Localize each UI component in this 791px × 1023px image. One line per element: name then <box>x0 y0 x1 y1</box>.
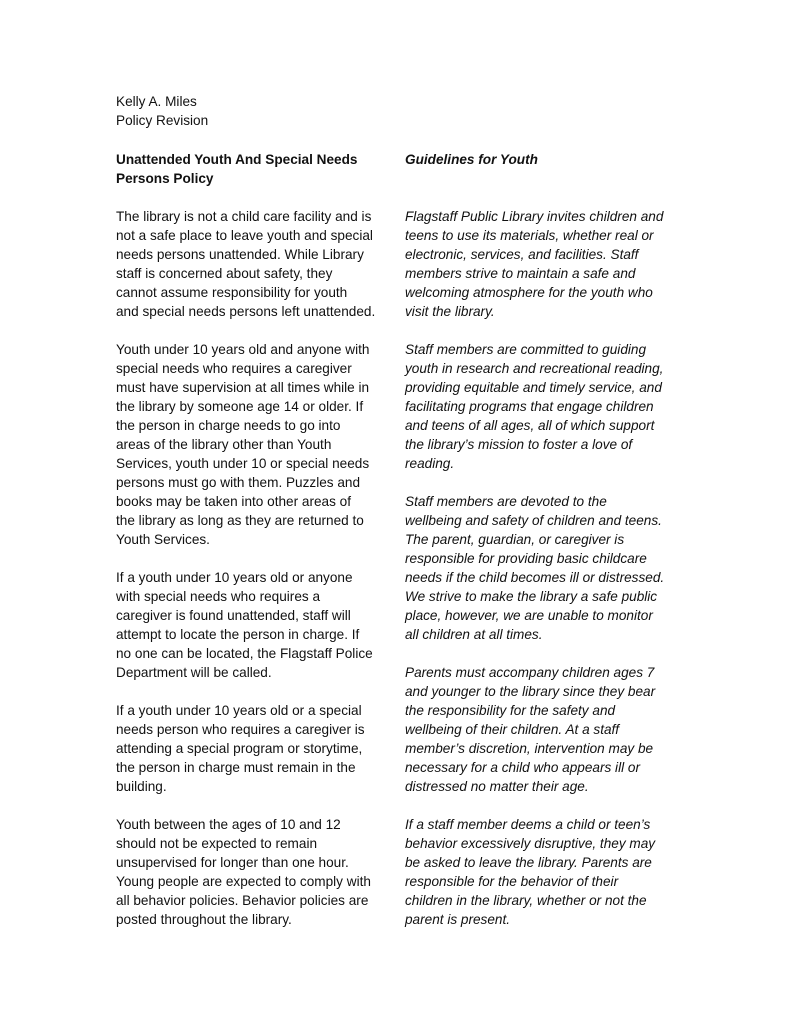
policy-column <box>116 150 395 948</box>
policy-paragraph-3: If a youth under 10 years old or anyone with special needs who requires a caregiver is found unattended, staff will attempt to locate the person in charge. If no one can be located, the Flagstaff Police Department will be called. <box>116 570 373 680</box>
policy-heading: Unattended Youth And Special Needs Persons Policy <box>116 152 358 186</box>
guidelines-paragraph-1: Flagstaff Public Library invites children and teens to use its materials, whether real or electronic, services, and facilities. Staff members strive to maintain a safe and welcoming atmosphere for the youth who visit the library. <box>405 209 664 319</box>
guidelines-column <box>405 150 685 948</box>
policy-paragraph-5: Youth between the ages of 10 and 12 should not be expected to remain unsupervised for longer than one hour. Young people are expected to comply with all behavior policies. Behavior policies are posted throughout the library. <box>116 817 371 927</box>
policy-paragraph-4: If a youth under 10 years old or a special needs person who requires a caregiver is attending a special program or storytime, the person in charge must remain in the building. <box>116 703 365 794</box>
policy-paragraph-2: Youth under 10 years old and anyone with special needs who requires a caregiver must have supervision at all times while in the library by someone age 14 or older. If the person in charge needs to go into areas of the library other than Youth Services, youth under 10 or special needs persons must go with them. Puzzles and books may be taken into other areas of the library as long as they are returned to Youth Services. <box>116 342 370 547</box>
guidelines-paragraph-4: Parents must accompany children ages 7 and younger to the library since they bear the responsibility for the safety and wellbeing of their children. At a staff member’s discretion, intervention may be necessary for a child who appears ill or distressed no matter their age. <box>405 665 656 794</box>
document-subtitle: Policy Revision <box>116 113 209 128</box>
guidelines-paragraph-3: Staff members are devoted to the wellbeing and safety of children and teens. The parent, guardian, or caregiver is responsible for providing basic childcare needs if the child becomes ill or distressed. We strive to make the library a safe public place, however, we are unable to monitor all children at all times. <box>405 494 665 642</box>
guidelines-paragraph-5: If a staff member deems a child or teen’s behavior excessively disruptive, they may be asked to leave the library. Parents are responsible for the behavior of their children in the library, whether or not the parent is present. <box>405 817 656 927</box>
document-header <box>116 92 416 130</box>
guidelines-paragraph-2: Staff members are committed to guiding youth in research and recreational reading, providing equitable and timely service, and facilitating programs that engage children and teens of all ages, all of which support the library’s mission to foster a love of reading. <box>405 342 664 471</box>
author-name: Kelly A. Miles <box>116 94 197 109</box>
guidelines-heading: Guidelines for Youth <box>405 152 538 167</box>
policy-paragraph-1: The library is not a child care facility and is not a safe place to leave youth and special needs persons unattended. While Library staff is concerned about safety, they cannot assume responsibility for youth and special needs persons left unattended. <box>116 209 376 319</box>
